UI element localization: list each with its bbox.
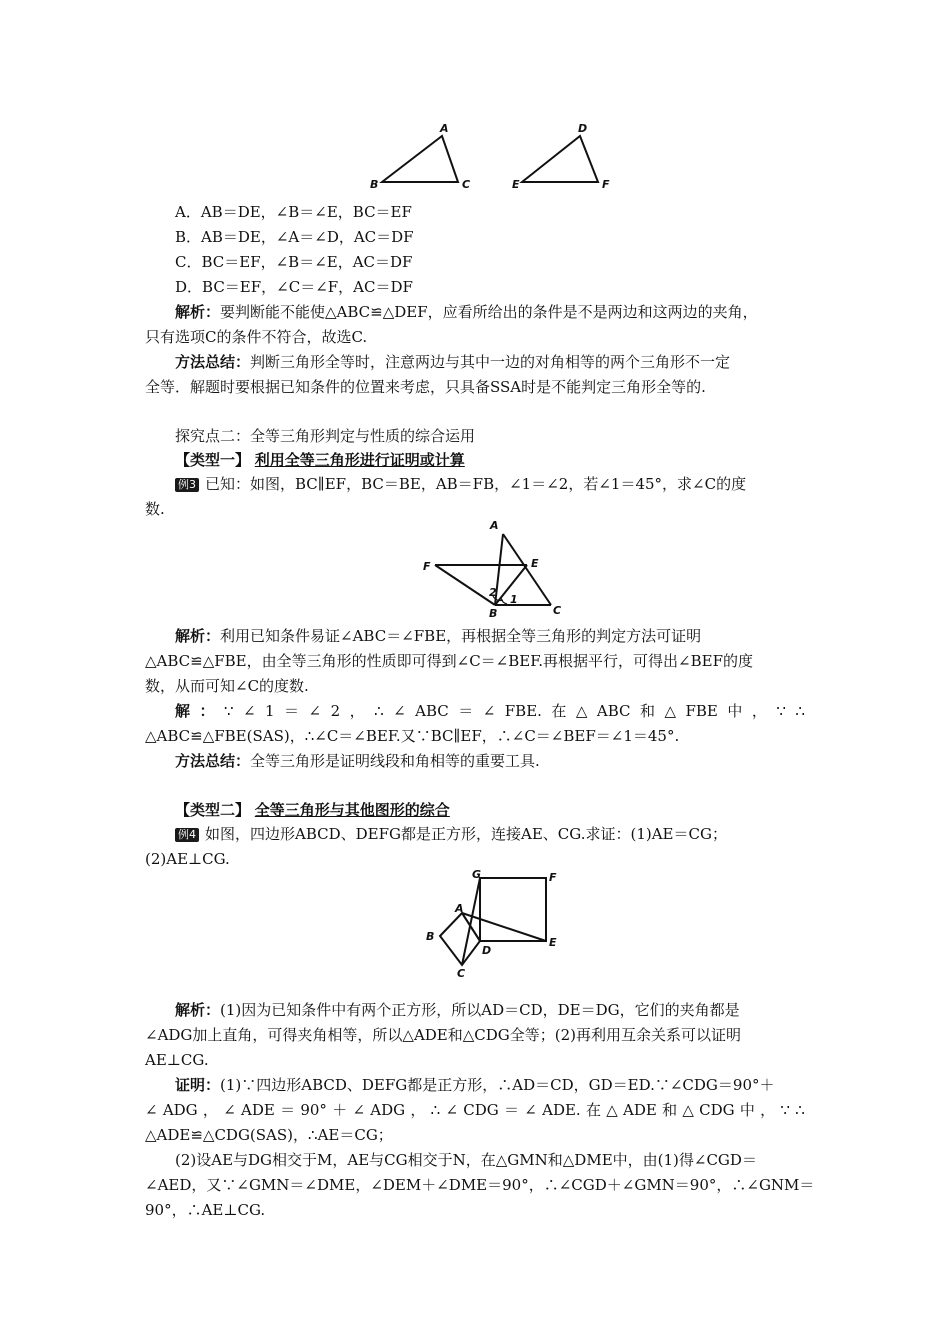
analysis-label: 解析：: [175, 1001, 221, 1019]
ex4-proof-line3: △ADE≌△CDG(SAS)，∴AE＝CG；: [145, 1126, 393, 1144]
sol-word: △: [664, 702, 677, 720]
ex4-proof-text: (1)∵四边形ABCD、DEFG都是正方形，∴AD＝CD，GD＝ED.∵∠CDG＝90°＋: [220, 1076, 775, 1094]
sol-word: ∠: [242, 702, 256, 720]
proof-word: ∠: [445, 1101, 459, 1119]
type1-bracket: 【类型一】: [175, 451, 251, 469]
ex3-analysis-line3: 数，从而可知∠C的度数.: [145, 677, 309, 695]
label-b: B: [426, 930, 435, 943]
proof-word: ∴: [430, 1101, 441, 1119]
ex3-solution-line2: △ABC≌△FBE(SAS)，∴∠C＝∠BEF.又∵BC∥EF，∴∠C＝∠BEF＝∠1＝45°.: [145, 727, 680, 745]
proof-word: 90°: [300, 1101, 327, 1119]
ex2-analysis-line1: [175, 302, 758, 322]
sol-word: 2: [330, 702, 341, 720]
sol-word: ABC: [415, 702, 449, 720]
label-g: G: [472, 868, 482, 881]
proof-word: ＝: [280, 1101, 296, 1119]
ex2-method-line1: [175, 352, 730, 372]
proof-word: ADE.: [542, 1101, 581, 1119]
label-angle-1: 1: [510, 593, 518, 606]
sol-word: 在: [551, 702, 567, 720]
ex2-analysis-line2: 只有选项C的条件不符合，故选C.: [145, 328, 368, 346]
proof-word: ∠: [524, 1101, 537, 1119]
label-f: F: [549, 871, 557, 884]
label-c: C: [553, 604, 562, 617]
sol-word: ∠: [393, 702, 406, 720]
triangle-abc: [382, 136, 458, 182]
proof-word: ∠: [145, 1101, 158, 1119]
sol-word: ，: [751, 702, 767, 720]
label-e: E: [549, 936, 557, 949]
label-a: A: [490, 519, 499, 532]
label-c: C: [457, 967, 466, 980]
ex3-analysis-line2: △ABC≌△FBE，由全等三角形的性质即可得到∠C＝∠BEF.再根据平行，可得出∠BEF的度: [145, 652, 754, 670]
ex2-method-line2: 全等．解题时要根据已知条件的位置来考虑，只具备SSA时是不能判定三角形全等的.: [145, 378, 706, 396]
sol-word: ＝: [458, 702, 474, 720]
ex3-solution-line1: [175, 701, 805, 721]
sol-word: ∠: [482, 702, 496, 720]
ex4-analysis-text: (1)因为已知条件中有两个正方形，所以AD＝CD，DE＝DG，它们的夹角都是: [220, 1001, 740, 1019]
proof-word: ADE: [623, 1101, 657, 1119]
label-b: B: [489, 607, 498, 618]
proof-word: CDG: [463, 1101, 499, 1119]
proof-word: ADG: [162, 1101, 198, 1119]
ex4-proof-line4: (2)设AE与DG相交于M，AE与CG相交于N，在△GMN和△DME中，由(1)得∠CGD＝: [175, 1151, 757, 1169]
proof-word: ＝: [504, 1101, 520, 1119]
proof-word: △: [682, 1101, 694, 1119]
sol-word: ∠: [308, 702, 322, 720]
analysis-label: 解析：: [175, 627, 221, 645]
sol-word: ∴: [374, 702, 384, 720]
label-f: F: [602, 178, 610, 191]
proof-word: 在: [585, 1101, 601, 1119]
sol-word: ∴: [795, 702, 805, 720]
sol-word: ∵: [776, 702, 786, 720]
figure-triangles: [360, 118, 630, 198]
label-d: D: [578, 122, 588, 135]
proof-word: 和: [662, 1101, 678, 1119]
sol-word: FBE.: [504, 702, 542, 720]
sol-word: △: [575, 702, 588, 720]
sol-word: ：: [199, 702, 215, 720]
label-c: C: [462, 178, 471, 191]
example-badge: 例3: [175, 478, 199, 492]
sol-word: ，: [349, 702, 365, 720]
type2-title: 全等三角形与其他图形的综合: [254, 801, 450, 819]
proof-word: ∴: [795, 1101, 805, 1119]
ex4-proof-line1: [175, 1075, 775, 1095]
proof-word: ADG: [370, 1101, 406, 1119]
proof-word: ∠: [223, 1101, 236, 1119]
sol-word: ABC: [596, 702, 631, 720]
proof-word: ，: [760, 1101, 776, 1119]
ex4-question-text: 如图，四边形ABCD、DEFG都是正方形，连接AE、CG.求证：(1)AE＝CG；: [205, 825, 727, 843]
proof-label: 证明：: [175, 1076, 221, 1094]
proof-word: ＋: [332, 1101, 348, 1119]
ex3-analysis-line1: [175, 626, 701, 646]
ex4-proof-line2: [145, 1100, 805, 1120]
sol-word: FBE: [685, 702, 718, 720]
proof-word: ，: [202, 1101, 218, 1119]
ex3-method: [175, 751, 540, 771]
ex4-question-line1: [175, 824, 727, 844]
proof-word: CDG: [699, 1101, 735, 1119]
method-label: 方法总结：: [175, 353, 251, 371]
ex4-proof-line5: ∠AED，又∵∠GMN＝∠DME，∠DEM＋∠DME＝90°，∴∠CGD＋∠GMN＝90°，∴∠GNM＝: [145, 1176, 815, 1194]
sol-word: 解: [175, 702, 191, 720]
figure-ex3: [415, 518, 575, 618]
ex3-question-line1: [175, 474, 746, 494]
option-b: B．AB＝DE，∠A＝∠D，AC＝DF: [175, 228, 414, 246]
example-badge: 例4: [175, 828, 199, 842]
label-b: B: [370, 178, 379, 191]
label-angle-2: 2: [489, 586, 497, 599]
proof-word: ∵: [780, 1101, 790, 1119]
section2-title: 探究点二：全等三角形判定与性质的综合运用: [175, 427, 476, 445]
type2-heading: [175, 800, 450, 820]
option-d: D．BC＝EF，∠C＝∠F，AC＝DF: [175, 278, 413, 296]
label-a: A: [455, 902, 464, 915]
sol-word: ＝: [284, 702, 300, 720]
analysis-label: 解析：: [175, 303, 221, 321]
label-f: F: [423, 560, 431, 573]
ex4-question-line2: (2)AE⊥CG.: [145, 850, 230, 868]
proof-word: ，: [410, 1101, 426, 1119]
ex2-analysis-text: 要判断能不能使△ABC≌△DEF，应看所给出的条件是不是两边和这两边的夹角，: [220, 303, 758, 321]
sol-word: ∵: [223, 702, 234, 720]
triangle-def: [522, 136, 598, 182]
ex3-analysis-text: 利用已知条件易证∠ABC＝∠FBE，再根据全等三角形的判定方法可证明: [220, 627, 702, 645]
option-c: C．BC＝EF，∠B＝∠E，AC＝DF: [175, 253, 413, 271]
ex4-analysis-line1: [175, 1000, 740, 1020]
option-a: A．AB＝DE，∠B＝∠E，BC＝EF: [175, 203, 412, 221]
figure-ex4: [420, 868, 570, 980]
ex3-question-line2: 数.: [145, 500, 165, 518]
label-e: E: [531, 557, 539, 570]
ex4-proof-line6: 90°，∴AE⊥CG.: [145, 1201, 266, 1219]
ex3-method-text: 全等三角形是证明线段和角相等的重要工具.: [250, 752, 540, 770]
type2-bracket: 【类型二】: [175, 801, 251, 819]
ex4-analysis-line2: ∠ADG加上直角，可得夹角相等，所以△ADE和△CDG全等；(2)再利用互余关系可以证明: [145, 1026, 742, 1044]
type1-title: 利用全等三角形进行证明或计算: [254, 451, 465, 469]
proof-word: ∠: [352, 1101, 366, 1119]
label-a: A: [440, 122, 449, 135]
proof-word: △: [606, 1101, 618, 1119]
ex3-question-text: 已知：如图，BC∥EF，BC＝BE，AB＝FB，∠1＝∠2，若∠1＝45°，求∠C的度: [205, 475, 747, 493]
sol-word: 1: [265, 702, 275, 720]
method-label: 方法总结：: [175, 752, 251, 770]
proof-word: ADE: [241, 1101, 275, 1119]
ex4-analysis-line3: AE⊥CG.: [145, 1051, 209, 1069]
sol-word: 中: [727, 702, 743, 720]
ex2-method-text: 判断三角形全等时，注意两边与其中一边的对角相等的两个三角形不一定: [250, 353, 731, 371]
type1-heading: [175, 450, 465, 470]
proof-word: 中: [739, 1101, 755, 1119]
sol-word: 和: [639, 702, 655, 720]
label-e: E: [512, 178, 520, 191]
label-d: D: [482, 944, 492, 957]
